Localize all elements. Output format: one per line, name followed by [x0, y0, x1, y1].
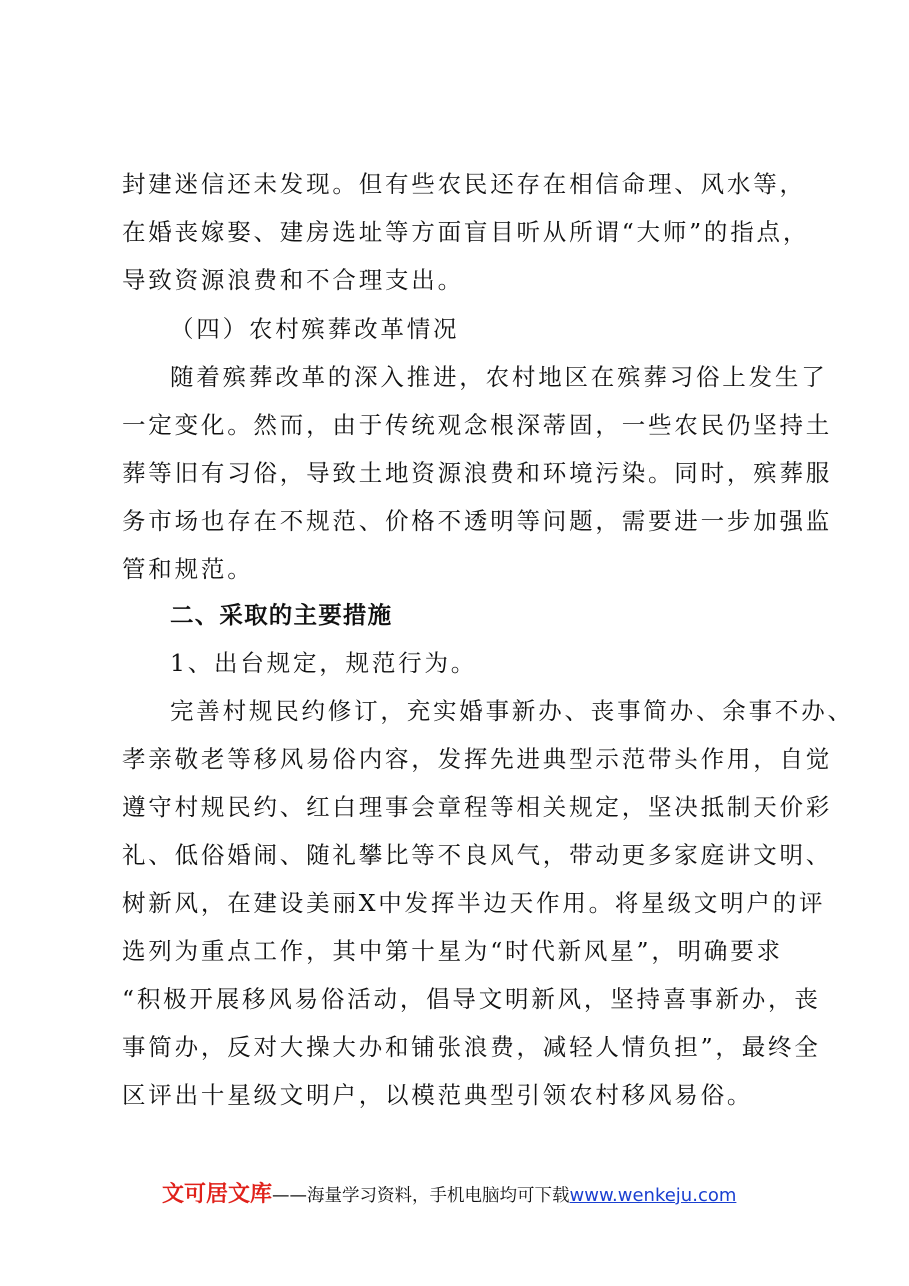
paragraph-line: 务市场也存在不规范、价格不透明等问题，需要进一步加强监: [122, 507, 833, 535]
subsection-heading: 1、出台规定，规范行为。: [170, 649, 478, 677]
paragraph-line: 礼、低俗婚闹、随礼攀比等不良风气，带动更多家庭讲文明、: [122, 841, 833, 869]
paragraph-line: 遵守村规民约、红白理事会章程等相关规定，坚决抵制天价彩: [122, 793, 833, 821]
paragraph-line: 选列为重点工作，其中第十星为“时代新风星”，明确要求: [122, 937, 783, 965]
paragraph-line: 导致资源浪费和不合理支出。: [122, 266, 464, 294]
paragraph-line: “积极开展移风易俗活动，倡导文明新风，坚持喜事新办，丧: [122, 985, 821, 1013]
paragraph-line: 完善村规民约修订，充实婚事新办、丧事简办、余事不办、: [170, 697, 854, 725]
paragraph-line: 随着殡葬改革的深入推进，农村地区在殡葬习俗上发生了: [170, 363, 828, 391]
paragraph-line: 孝亲敬老等移风易俗内容，发挥先进典型示范带头作用，自觉: [122, 745, 833, 773]
website-link[interactable]: www.wenkeju.com: [569, 1185, 737, 1206]
paragraph-line: 树新风，在建设美丽X中发挥半边天作用。将星级文明户的评: [122, 889, 826, 917]
brand-name: 文可居文库: [162, 1182, 273, 1207]
paragraph-line: 区评出十星级文明户，以模范典型引领农村移风易俗。: [122, 1081, 754, 1109]
paragraph-line: 事简办，反对大操大办和铺张浪费，减轻人情负担”，最终全: [122, 1033, 821, 1061]
paragraph-line: 封建迷信还未发现。但有些农民还存在相信命理、风水等，: [122, 170, 806, 198]
chapter-heading: 二、采取的主要措施: [170, 601, 393, 629]
paragraph-line: 葬等旧有习俗，导致土地资源浪费和环境污染。同时，殡葬服: [122, 459, 833, 487]
paragraph-line: 一定变化。然而，由于传统观念根深蒂固，一些农民仍坚持土: [122, 411, 833, 439]
footer-tagline: ——海量学习资料，手机电脑均可下载: [272, 1186, 570, 1206]
footer-banner: [162, 1184, 736, 1206]
paragraph-line: 在婚丧嫁娶、建房选址等方面盲目听从所谓“大师”的指点，: [122, 218, 810, 246]
paragraph-line: 管和规范。: [122, 555, 254, 583]
section-heading: （四）农村殡葬改革情况: [170, 315, 460, 343]
